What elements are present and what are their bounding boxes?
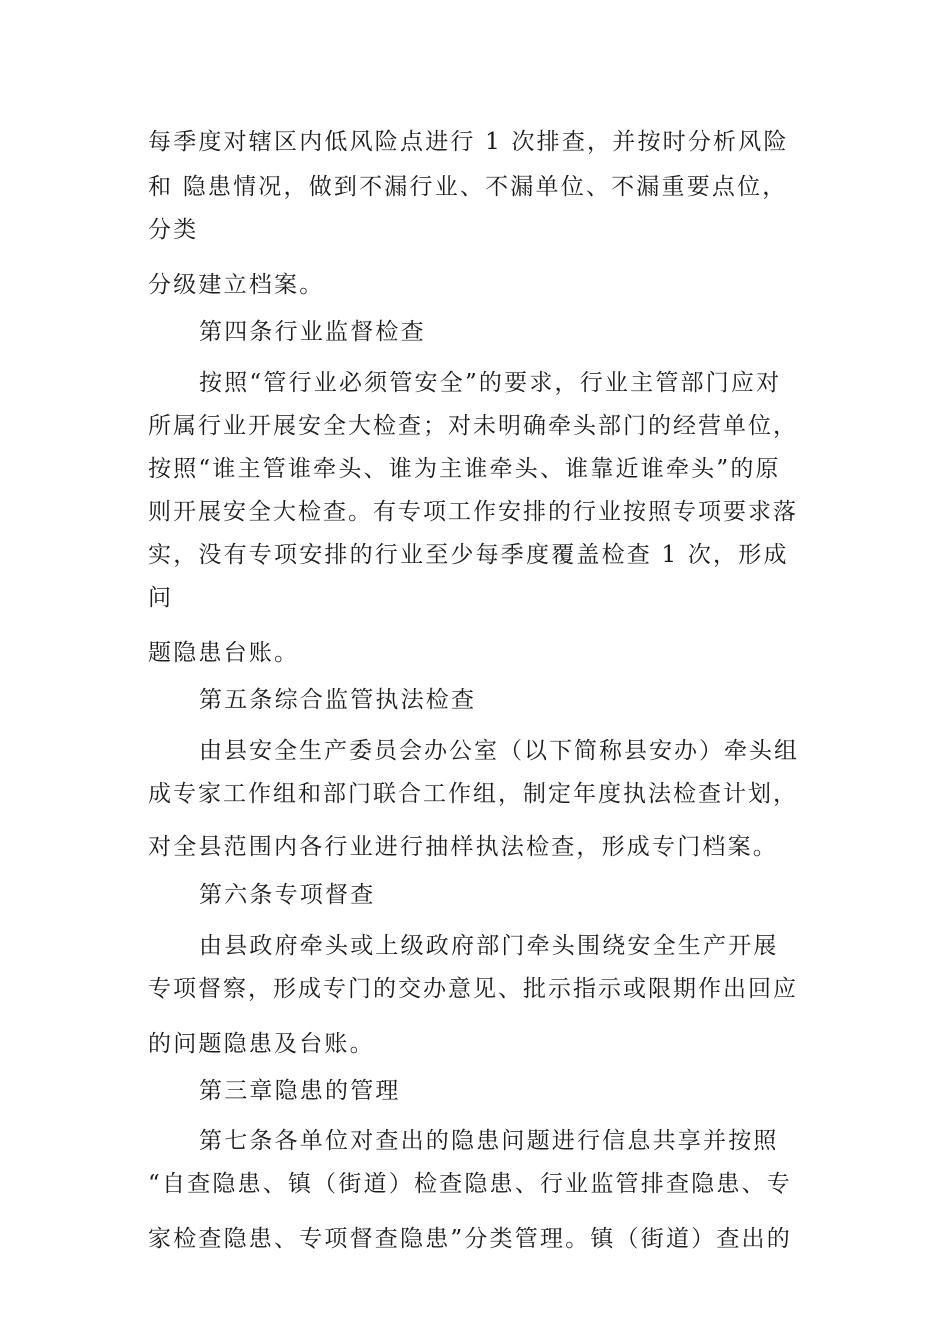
body-text-line: 每季度对辖区内低风险点进行 1 次排查，并按时分析风险 (148, 129, 789, 155)
section-heading: 第六条专项督查 (199, 882, 376, 908)
body-text-line: 由县安全生产委员会办公室（以下简称县安办）牵头组 (199, 738, 799, 764)
body-text-line: 的问题隐患及台账。 (148, 1031, 375, 1057)
body-text-line: 分级建立档案。 (148, 272, 325, 298)
section-heading: 第五条综合监管执法检查 (199, 687, 477, 713)
body-text-line: “自查隐患、镇（街道）检查隐患、行业监管排查隐患、专 (148, 1171, 792, 1197)
body-text-line: 专项督察，形成专门的交办意见、批示指示或限期作出回应 (148, 976, 798, 1002)
section-heading: 第四条行业监督检查 (199, 319, 426, 345)
body-text-line: 家检查隐患、专项督查隐患”分类管理。镇（街道）查出的 (148, 1226, 792, 1252)
body-text-line: 成专家工作组和部门联合工作组，制定年度执法检查计划， (148, 781, 798, 807)
chapter-heading: 第三章隐患的管理 (199, 1078, 401, 1104)
body-text-line: 实，没有专项安排的行业至少每季度覆盖检查 1 次，形成 (148, 542, 789, 568)
body-text-line: 题隐患台账。 (148, 640, 300, 666)
body-text-line: 由县政府牵头或上级政府部门牵头围绕安全生产开展 (199, 933, 779, 959)
body-text-line: 所属行业开展安全大检查；对未明确牵头部门的经营单位， (148, 413, 798, 439)
body-text-line: 按照“管行业必须管安全”的要求，行业主管部门应对 (199, 370, 782, 396)
body-text-line: 第七条各单位对查出的隐患问题进行信息共享并按照 (199, 1128, 779, 1154)
body-text-line: 问 (148, 585, 174, 611)
body-text-line: 则开展安全大检查。有专项工作安排的行业按照专项要求落 (148, 499, 798, 525)
body-text-line: 按照“谁主管谁牵头、谁为主谁牵头、谁靠近谁牵头”的原 (148, 456, 781, 482)
body-text-line: 对全县范围内各行业进行抽样执法检查，形成专门档案。 (148, 834, 778, 860)
body-text-line: 分类 (148, 217, 199, 243)
body-text-line: 和 隐患情况，做到不漏行业、不漏单位、不漏重要点位， (148, 174, 788, 200)
